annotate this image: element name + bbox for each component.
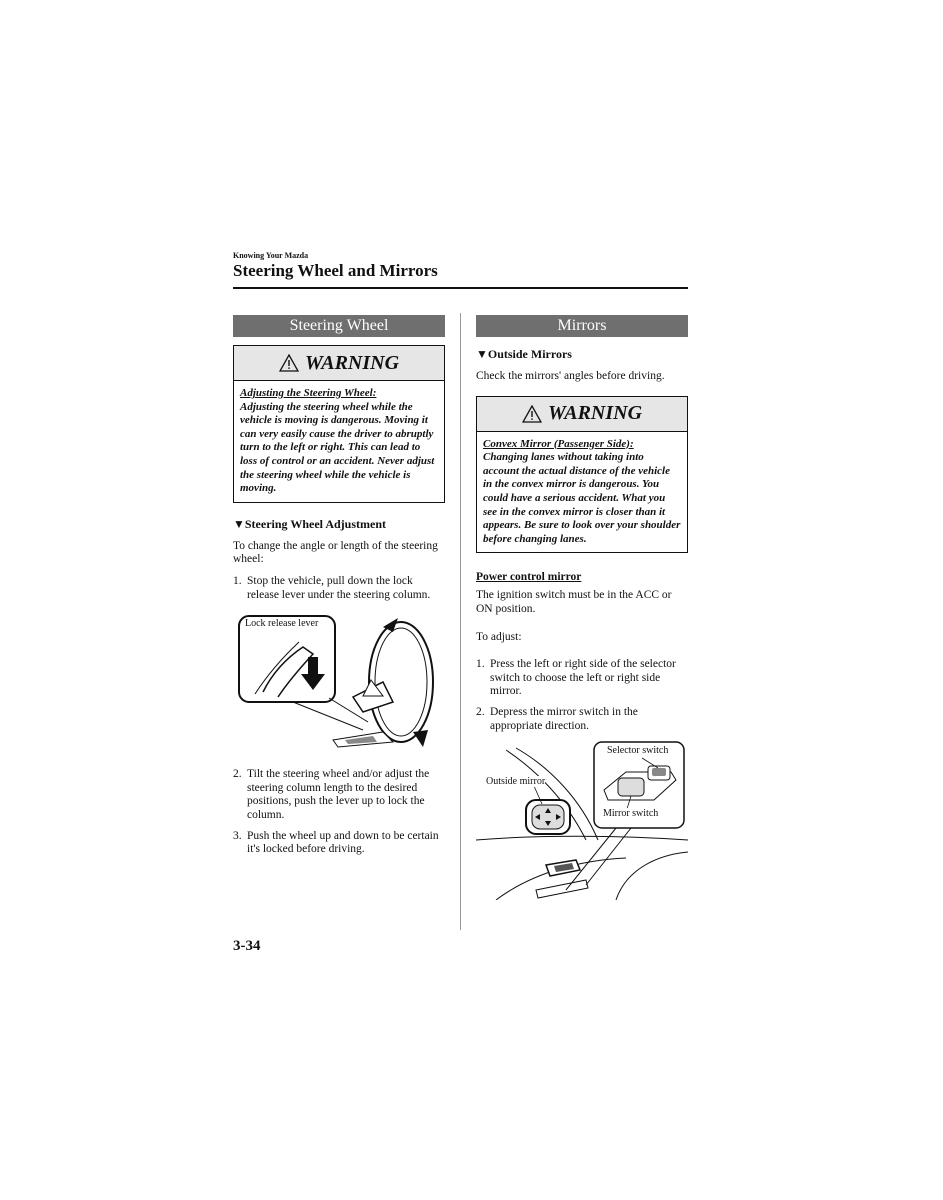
- list-item: 1. Stop the vehicle, pull down the lock release lever under the steering column.: [233, 574, 431, 601]
- warning-word: WARNING: [304, 351, 400, 374]
- mirror-illustration: [476, 740, 688, 900]
- page-title: Steering Wheel and Mirrors: [233, 261, 438, 280]
- to-adjust-text: To adjust:: [476, 630, 522, 643]
- outside-mirrors-heading: ▼Outside Mirrors: [476, 347, 572, 361]
- list-item: 3. Push the wheel up and down to be certain it's locked before driving.: [233, 829, 439, 856]
- mirror-switch-label: Mirror switch: [603, 808, 659, 820]
- warning-text: Changing lanes without taking into account the actual distance of the vehicle in the convex mirror is dangerous. You could have a serious accident. What you see in the convex mirror is closer than it appears. Be sure to look over your shoulder before changing lanes.: [483, 451, 681, 545]
- page-number: 3-34: [233, 938, 261, 954]
- list-item: 2. Depress the mirror switch in the appropriate direction.: [476, 705, 638, 732]
- warning-triangle-icon: [279, 354, 299, 372]
- lock-release-lever-label: Lock release lever: [245, 618, 319, 630]
- steering-warning-box: [233, 345, 445, 503]
- warning-header: [234, 346, 444, 381]
- steering-adjustment-heading: ▼Steering Wheel Adjustment: [233, 516, 386, 531]
- steering-intro: To change the angle or length of the steering wheel:: [233, 539, 438, 566]
- warning-body: [234, 381, 444, 502]
- warning-title: Adjusting the Steering Wheel:: [240, 387, 377, 399]
- section-label: Knowing Your Mazda: [233, 251, 309, 260]
- title-rule: [233, 287, 688, 289]
- list-item: 2. Tilt the steering wheel and/or adjust the steering column length to the desired positions, push the lever up to lock the column.: [233, 768, 430, 821]
- selector-switch-label: Selector switch: [607, 745, 669, 757]
- list-item: 1. Press the left or right side of the selector switch to choose the left or right side mirror.: [476, 658, 676, 698]
- mirror-steps: [476, 658, 688, 733]
- power-mirror-text: The ignition switch must be in the ACC or ON position.: [476, 589, 672, 615]
- right-column: [476, 315, 688, 900]
- warning-header: [477, 397, 687, 432]
- mirrors-intro: Check the mirrors' angles before driving.: [476, 370, 665, 382]
- steering-steps-a: [233, 575, 445, 602]
- outside-mirror-label: Outside mirror: [486, 776, 546, 788]
- warning-triangle-icon: [522, 405, 542, 423]
- left-column: [233, 315, 445, 864]
- steering-figure: [233, 612, 445, 754]
- power-mirror-heading: Power control mirror: [476, 571, 582, 584]
- mirrors-banner: Mirrors: [476, 315, 688, 337]
- steering-steps-b: [233, 768, 445, 857]
- steering-illustration: [233, 612, 445, 754]
- warning-text: Adjusting the steering wheel while the vehicle is moving is dangerous. Moving it can very easily cause the driver to abruptly turn to the left or right. This can lead to loss of control or an accident. Never adjust the steering wheel while the vehicle is moving.: [240, 400, 435, 495]
- column-divider: [460, 313, 461, 930]
- steering-wheel-banner: Steering Wheel: [233, 315, 445, 337]
- mirror-warning-box: [476, 396, 688, 554]
- warning-word: WARNING: [547, 402, 643, 425]
- warning-body: [477, 432, 687, 553]
- warning-title: Convex Mirror (Passenger Side):: [483, 437, 634, 450]
- mirror-figure: [476, 740, 688, 900]
